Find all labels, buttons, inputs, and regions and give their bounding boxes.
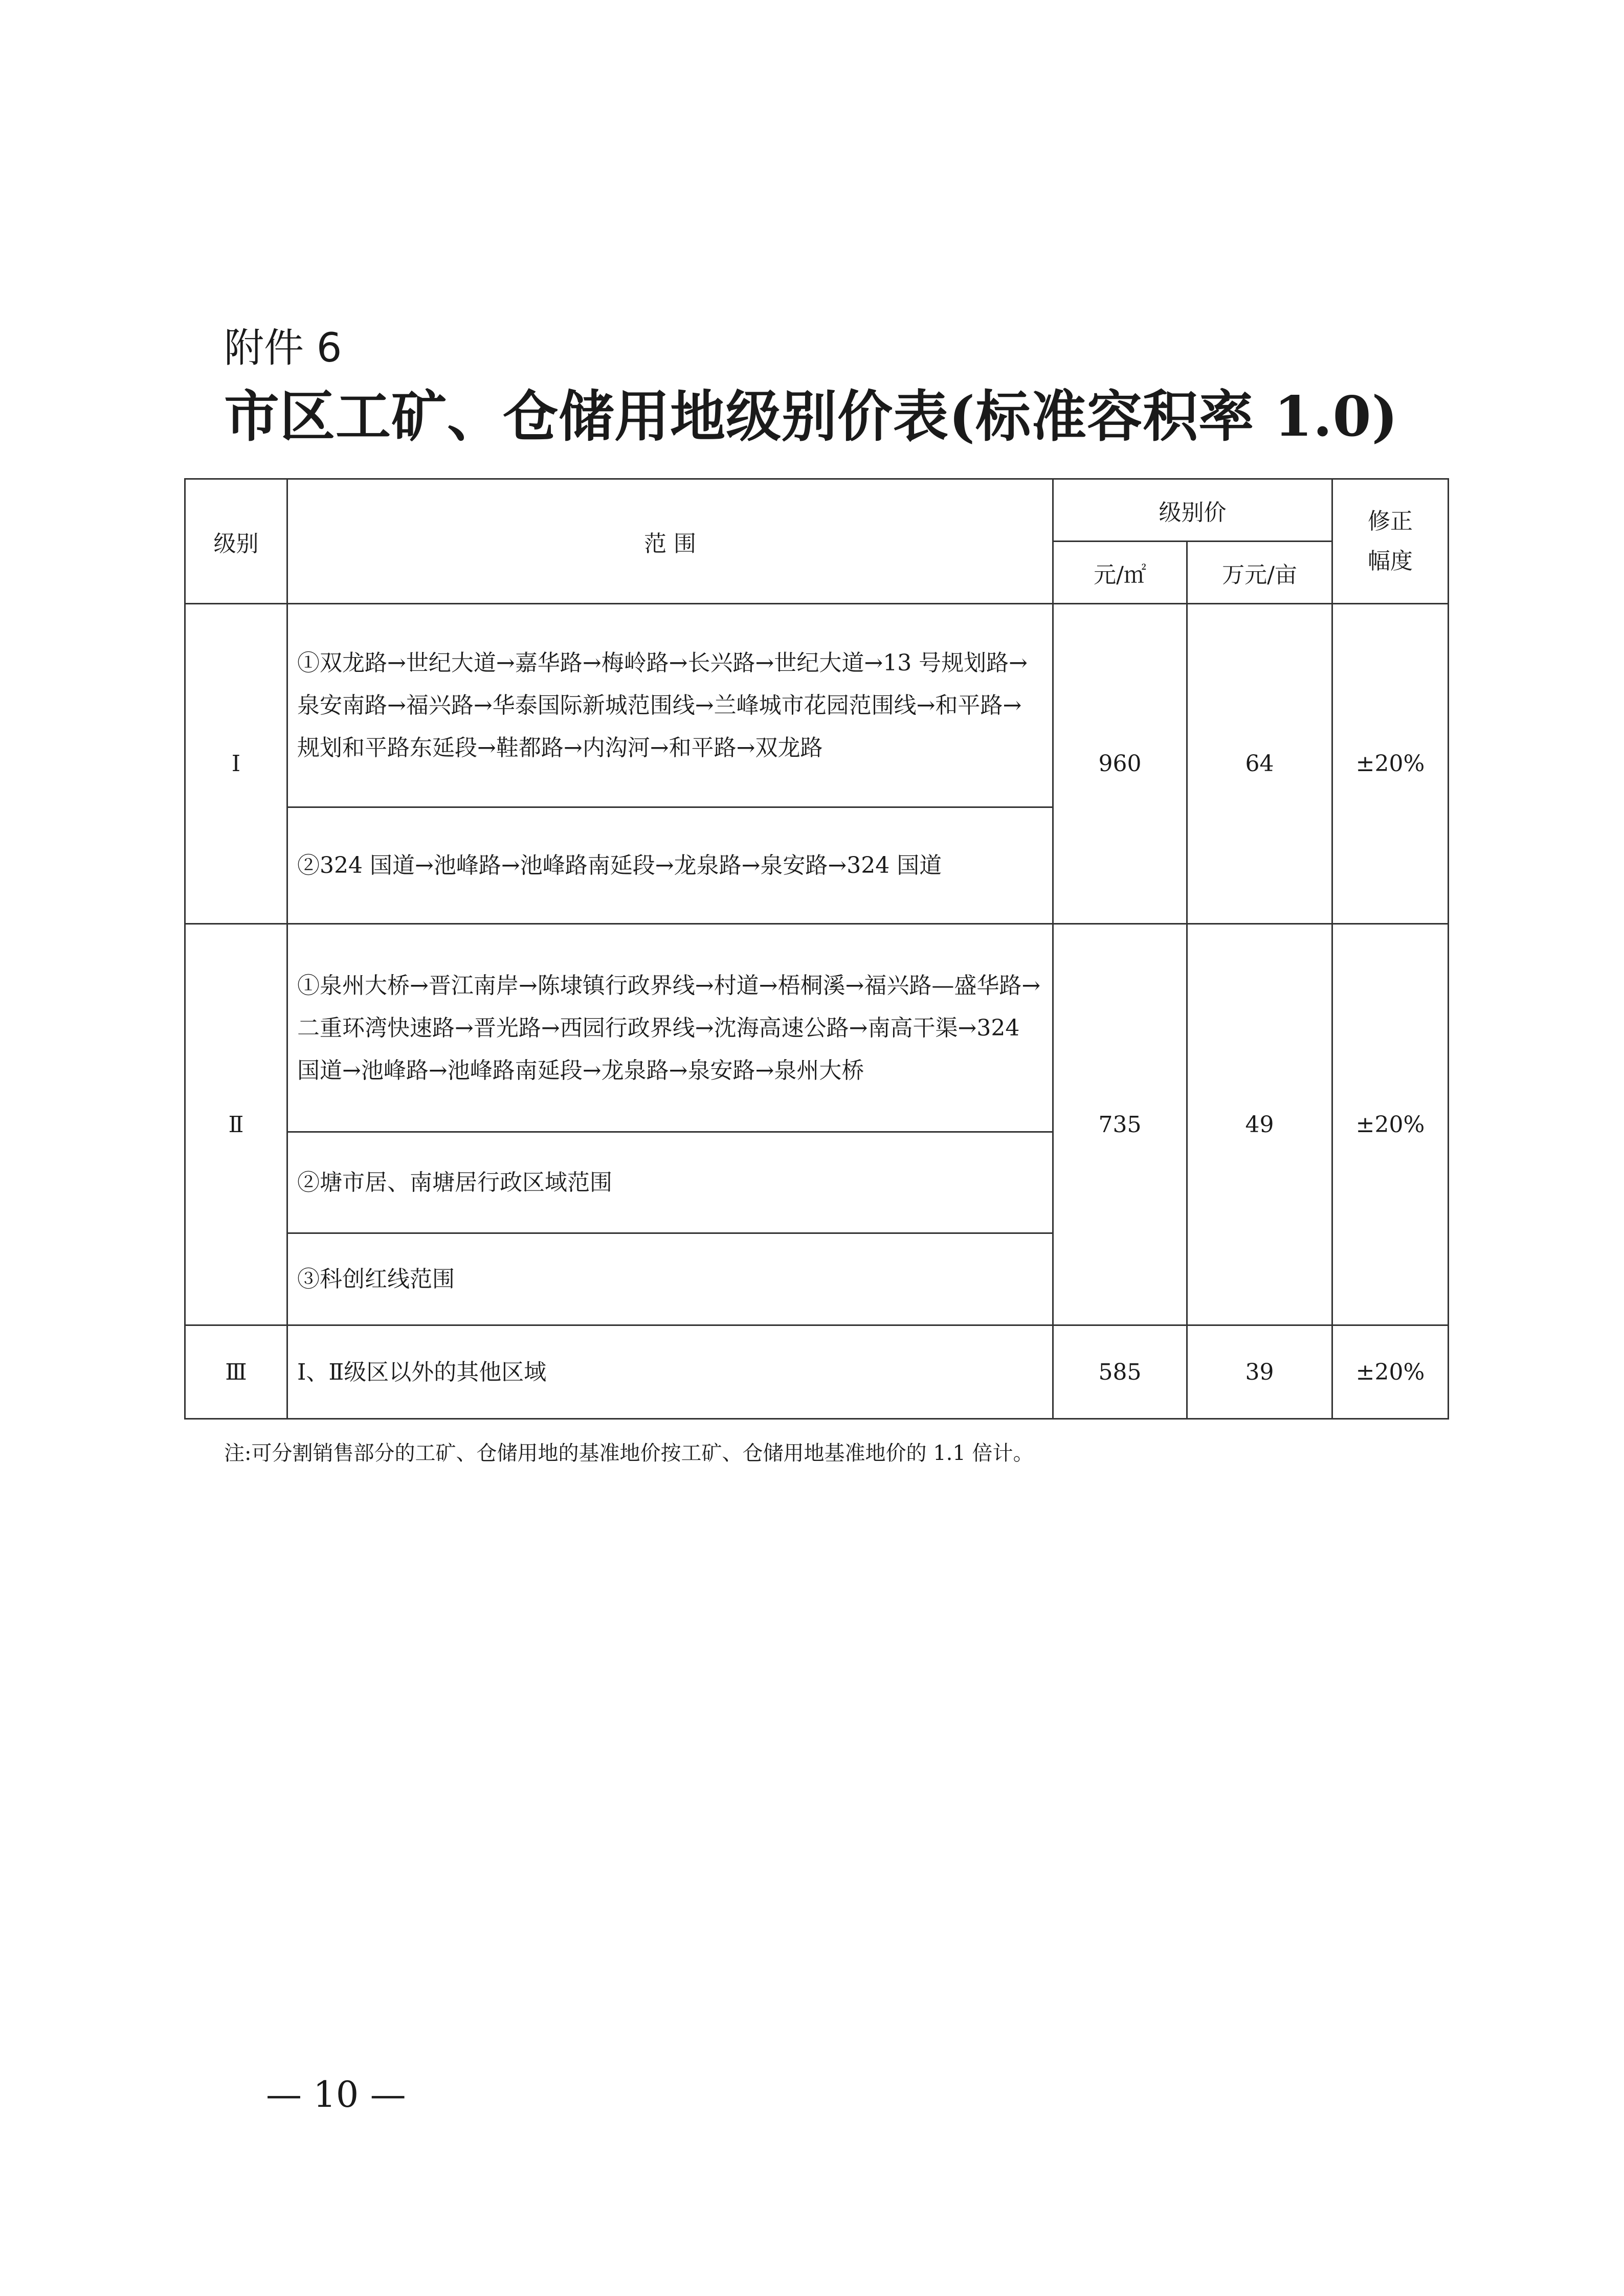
header-unit-sqm: 元/㎡ xyxy=(1053,542,1187,604)
level-cell: Ⅰ xyxy=(185,604,287,924)
range-cell: ①泉州大桥→晋江南岸→陈埭镇行政界线→村道→梧桐溪→福兴路—盛华路→二重环湾快速路→晋光路→西园行政界线→沈海高速公路→南高干渠→324 国道→池峰路→池峰路南延段→龙泉路→泉安路→泉州大桥 xyxy=(287,924,1053,1132)
attachment-label: 附件 6 xyxy=(224,325,342,371)
page-number: — 10 — xyxy=(266,2074,406,2115)
adjust-cell: ±20% xyxy=(1332,924,1449,1325)
price-mu-cell: 39 xyxy=(1187,1325,1332,1419)
range-cell: ①双龙路→世纪大道→嘉华路→梅岭路→长兴路→世纪大道→13 号规划路→泉安南路→福兴路→华泰国际新城范围线→兰峰城市花园范围线→和平路→规划和平路东延段→鞋都路→内沟河→和平路→双龙路 xyxy=(287,604,1053,807)
header-price: 级别价 xyxy=(1053,479,1332,542)
price-sqm-cell: 585 xyxy=(1053,1325,1187,1419)
adjust-cell: ±20% xyxy=(1332,604,1449,924)
header-adjust-line1: 修正 xyxy=(1368,508,1413,534)
price-mu-cell: 64 xyxy=(1187,604,1332,924)
price-mu-cell: 49 xyxy=(1187,924,1332,1325)
level-cell: Ⅲ xyxy=(185,1325,287,1419)
header-unit-mu: 万元/亩 xyxy=(1187,542,1332,604)
page-title: 市区工矿、仓储用地级别价表(标准容积率 1.0) xyxy=(224,385,1398,449)
level-cell: Ⅱ xyxy=(185,924,287,1325)
range-cell: ③科创红线范围 xyxy=(287,1233,1053,1325)
header-level: 级别 xyxy=(185,479,287,604)
header-adjust xyxy=(1332,479,1449,604)
price-sqm-cell: 735 xyxy=(1053,924,1187,1325)
header-range: 范 围 xyxy=(287,479,1053,604)
range-cell: ②324 国道→池峰路→池峰路南延段→龙泉路→泉安路→324 国道 xyxy=(287,807,1053,924)
table-row xyxy=(185,924,1449,1132)
range-cell: ②塘市居、南塘居行政区域范围 xyxy=(287,1132,1053,1233)
table-row xyxy=(185,1325,1449,1419)
table-note: 注:可分割销售部分的工矿、仓储用地的基准地价按工矿、仓储用地基准地价的 1.1 倍计。 xyxy=(224,1442,1034,1465)
range-cell: Ⅰ、Ⅱ级区以外的其他区域 xyxy=(287,1325,1053,1419)
land-price-table xyxy=(184,478,1449,1420)
header-adjust-line2: 幅度 xyxy=(1368,548,1413,574)
adjust-cell: ±20% xyxy=(1332,1325,1449,1419)
table-row xyxy=(185,604,1449,807)
header-row-1 xyxy=(185,479,1449,542)
price-sqm-cell: 960 xyxy=(1053,604,1187,924)
